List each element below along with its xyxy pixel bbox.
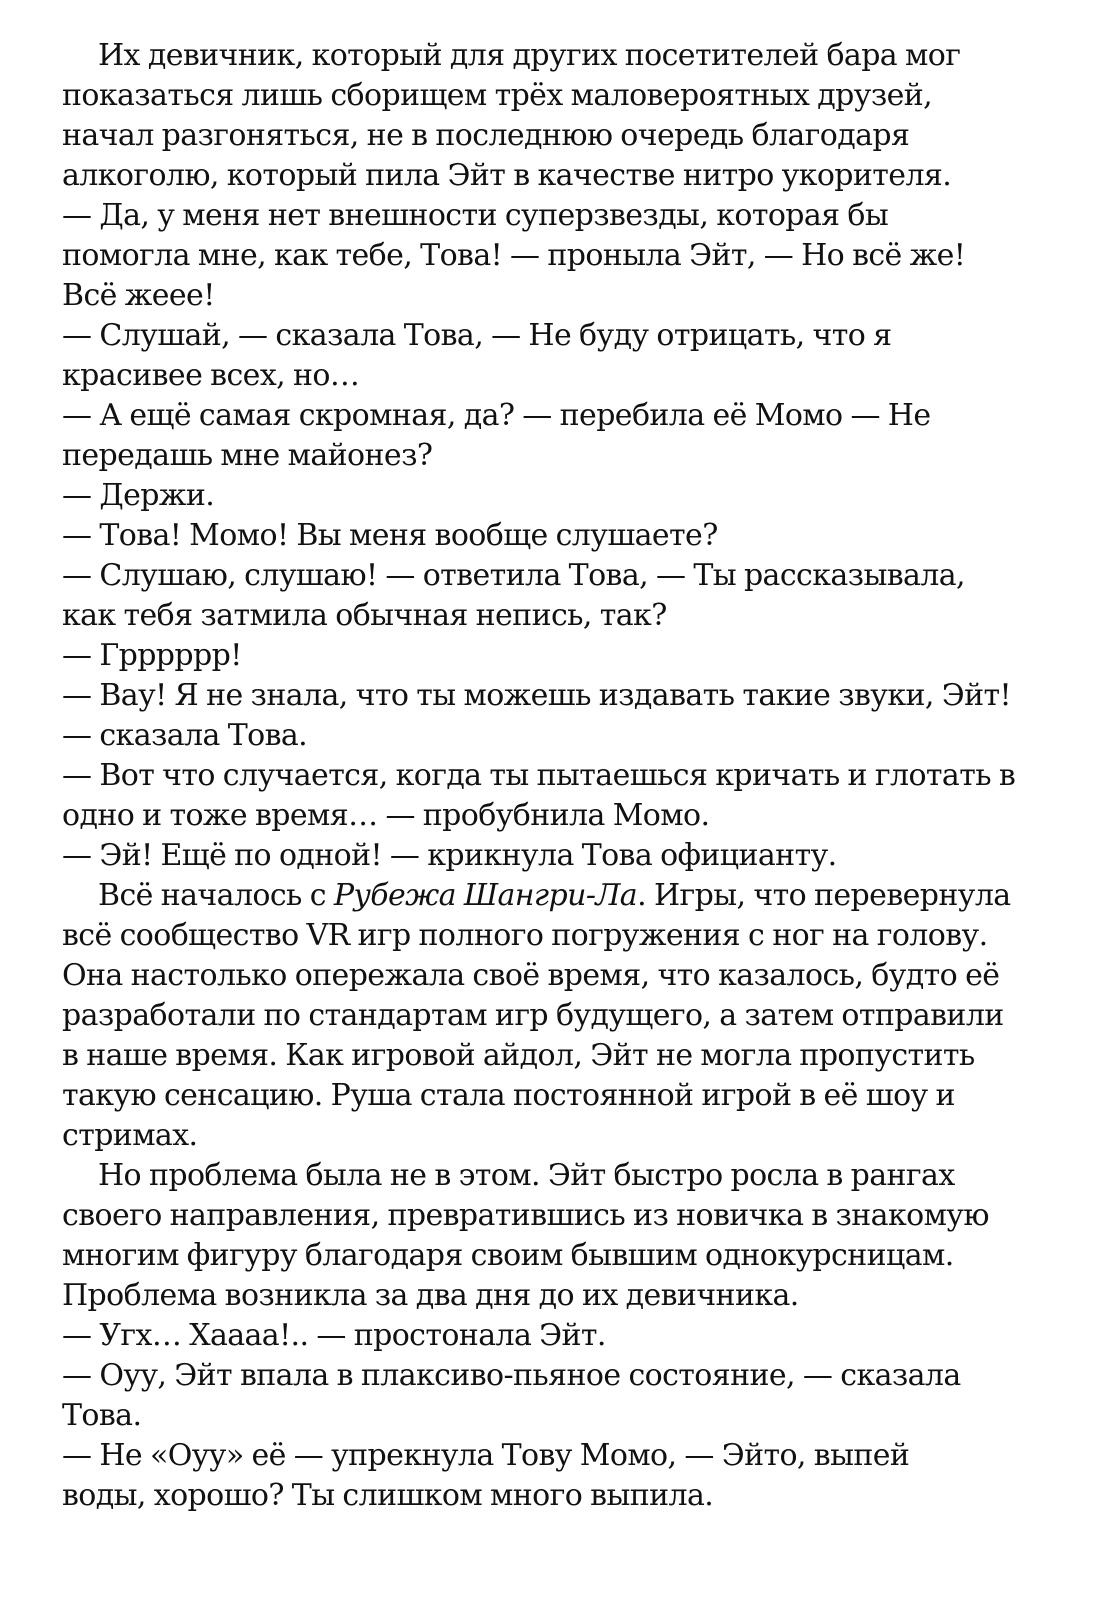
text-line: показаться лишь сборищем трёх маловероятных друзей, bbox=[62, 78, 933, 113]
game-title-italic: Рубежа Шангри-Ла bbox=[333, 878, 638, 913]
text-line: многим фигуру благодаря своим бывшим однокурсницам. bbox=[62, 1238, 954, 1273]
text-line: Проблема возникла за два дня до их девичника. bbox=[62, 1278, 799, 1313]
dialogue-line: воды, хорошо? Ты слишком много выпила. bbox=[62, 1478, 714, 1513]
dialogue-line: — Грррррр! bbox=[62, 638, 242, 673]
text-line: алкоголю, который пила Эйт в качестве нитро укорителя. bbox=[62, 158, 952, 193]
dialogue-line: — Вот что случается, когда ты пытаешься кричать и глотать в bbox=[62, 758, 1016, 793]
text-line: Их девичник, который для других посетителей бара мог bbox=[98, 38, 961, 73]
dialogue-line: — Вау! Я не знала, что ты можешь издавать такие звуки, Эйт! bbox=[62, 678, 1011, 713]
dialogue-line: — Това! Момо! Вы меня вообще слушаете? bbox=[62, 518, 718, 553]
dialogue-line: — Эй! Ещё по одной! — крикнула Това официанту. bbox=[62, 838, 837, 873]
dialogue-line: — Держи. bbox=[62, 478, 215, 513]
text-line: Но проблема была не в этом. Эйт быстро росла в рангах bbox=[98, 1158, 955, 1193]
dialogue-line: Всё жеее! bbox=[62, 278, 215, 313]
dialogue-line: — А ещё самая скромная, да? — перебила её Момо — Не bbox=[62, 398, 931, 433]
dialogue-line: — Не «Оуу» её — упрекнула Тову Момо, — Эйто, выпей bbox=[62, 1438, 910, 1473]
dialogue-line: одно и тоже время… — пробубнила Момо. bbox=[62, 798, 710, 833]
text-line: разработали по стандартам игр будущего, а затем отправили bbox=[62, 998, 1004, 1033]
text-fragment: . Игры, что перевернула bbox=[637, 878, 1011, 913]
text-line: такую сенсацию. Руша стала постоянной игрой в её шоу и bbox=[62, 1078, 955, 1113]
dialogue-line: — Да, у меня нет внешности суперзвезды, которая бы bbox=[62, 198, 889, 233]
text-line bbox=[62, 876, 1075, 916]
dialogue-line: — Слушаю, слушаю! — ответила Това, — Ты рассказывала, bbox=[62, 558, 965, 593]
dialogue-line: передашь мне майонез? bbox=[62, 438, 433, 473]
dialogue-line: — Оуу, Эйт впала в плаксиво-пьяное состояние, — сказала bbox=[62, 1358, 961, 1393]
dialogue-line: помогла мне, как тебе, Това! — проныла Эйт, — Но всё же! bbox=[62, 238, 966, 273]
dialogue-line: красивее всех, но… bbox=[62, 358, 360, 393]
text-line: Она настолько опережала своё время, что казалось, будто её bbox=[62, 958, 1000, 993]
dialogue-line: — сказала Това. bbox=[62, 718, 308, 753]
text-line: своего направления, превратившись из новичка в знакомую bbox=[62, 1198, 989, 1233]
text-line: всё сообщество VR игр полного погружения с ног на голову. bbox=[62, 918, 988, 953]
text-fragment: Всё началось с bbox=[98, 878, 334, 913]
text-line: начал разгоняться, не в последнюю очередь благодаря bbox=[62, 118, 910, 153]
dialogue-line: Това. bbox=[62, 1398, 142, 1433]
dialogue-line: — Слушай, — сказала Това, — Не буду отрицать, что я bbox=[62, 318, 892, 353]
text-line: в наше время. Как игровой айдол, Эйт не могла пропустить bbox=[62, 1038, 975, 1073]
dialogue-line: — Угх… Хаааа!.. — простонала Эйт. bbox=[62, 1318, 606, 1353]
dialogue-line: как тебя затмила обычная непись, так? bbox=[62, 598, 667, 633]
text-line: стримах. bbox=[62, 1118, 198, 1153]
